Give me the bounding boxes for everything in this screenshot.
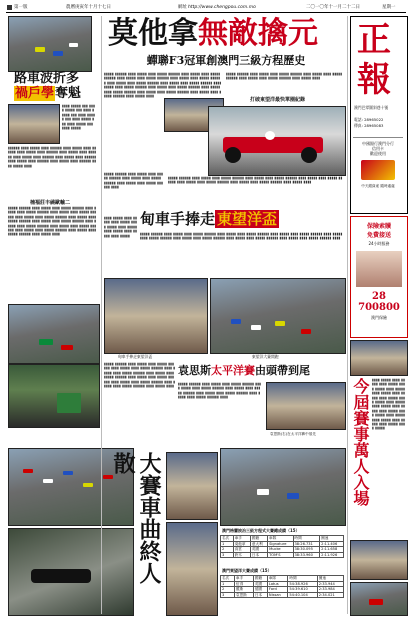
table-cell: 英國 <box>250 547 267 553</box>
table-cell: 38:30.095 <box>293 547 320 553</box>
photo-caption-main: 打破東望洋最快單圈紀錄 <box>250 97 306 103</box>
race-car <box>287 493 299 499</box>
column-divider <box>347 16 348 614</box>
table-header-cell: 國籍 <box>250 536 267 542</box>
nameplate-phone-1: 電話: 28965022 <box>354 117 384 122</box>
left-body-text: ▮▮▮▮ ▮▮▮▮▮ ▮▮▮ ▮▮▮▮ ▮▮▮▮▮ ▮▮▮ ▮▮▮▮ ▮▮▮▮▮ ▮▮▮ ▮▮▮▮ ▮▮▮▮▮ ▮▮▮ ▮▮▮▮ ▮▮▮▮▮ ▮▮▮ ▮▮▮▮ ▮▮▮▮▮ ▮▮▮ ▮▮▮▮ ▮▮▮▮▮ <box>62 104 96 131</box>
left-subhead: 楠褔莊丰繞歐輸二 <box>30 200 71 206</box>
left-headline-emph: 禍戶學 <box>15 86 55 101</box>
insurance-ad-tagline: 澳門保險 <box>371 315 387 320</box>
bank-card-icon <box>361 160 395 180</box>
bank-ad-line-3: 歡迎使用 <box>370 151 386 156</box>
vertical-headline-text: 大賽車曲終人散 <box>110 452 162 584</box>
table-cell: 2:11.658 <box>320 547 344 553</box>
table-header-cell: 車手 <box>233 536 250 542</box>
table-cell: 1 <box>221 541 234 547</box>
table-header-cell: 車隊 <box>268 536 293 542</box>
center-body-text: ▮▮▮▮▮ ▮▮▮▮▮▮ ▮▮▮▮ ▮▮▮▮▮ ▮▮▮▮ ▮▮▮▮▮ ▮▮▮▮▮▮ ▮▮▮▮ ▮▮▮▮▮ ▮▮▮▮ ▮▮▮▮▮ ▮▮▮▮▮▮ ▮▮▮▮ ▮▮▮▮▮ ▮▮▮▮ ▮▮▮▮▮ ▮▮▮▮▮▮ ▮▮▮▮ <box>104 172 164 190</box>
center-body-text-2: ▮▮▮▮▮ ▮▮▮▮▮▮ ▮▮▮▮ ▮▮▮▮▮ ▮▮▮▮ ▮▮▮▮▮ ▮▮▮▮▮▮ ▮▮▮▮ ▮▮▮▮▮ ▮▮▮▮ ▮▮▮▮▮ ▮▮▮▮▮▮ ▮▮▮▮ ▮▮▮▮▮ ▮▮▮▮ ▮▮▮▮▮ ▮▮▮▮▮▮ ▮▮▮▮ ▮▮▮▮▮ ▮▮▮▮ ▮▮▮▮▮ ▮▮▮▮▮▮ ▮▮▮▮ ▮▮▮▮▮ ▮▮▮▮ ▮▮▮▮▮ ▮▮▮▮▮▮ ▮▮▮▮ ▮▮▮▮▮ ▮▮▮▮ <box>168 176 343 185</box>
right-body-text: ▮▮▮▮ ▮▮▮▮▮ ▮▮▮▮ ▮▮▮▮▮ ▮▮▮▮ ▮▮▮▮▮ ▮▮▮▮ ▮▮▮▮▮ ▮▮▮▮ ▮▮▮▮▮ ▮▮▮▮ ▮▮▮▮▮ ▮▮▮▮ ▮▮▮▮▮ ▮▮▮▮ ▮▮▮▮▮ ▮▮▮▮ ▮▮▮▮▮ ▮▮▮▮ ▮▮▮▮▮ ▮▮▮▮ ▮▮▮▮▮ ▮▮▮▮ ▮▮▮▮▮ ▮▮▮▮ ▮▮▮▮▮ ▮▮▮▮ ▮▮▮▮▮ ▮▮▮▮ ▮▮▮▮▮ ▮▮▮▮ ▮▮▮▮▮ ▮▮▮▮ ▮▮▮▮▮ ▮▮▮▮ ▮▮▮▮▮ ▮▮▮▮ ▮▮▮▮▮ <box>372 378 406 431</box>
caption-race-start: 東望洋大賽開跑 <box>252 354 279 359</box>
table-header-cell: 國籍 <box>253 576 267 582</box>
race-car <box>53 51 63 56</box>
photo-wtcc-race <box>220 448 346 526</box>
photo-trophy-celebration <box>104 278 208 354</box>
masthead-bar <box>6 4 406 13</box>
table-cell: Mucke <box>268 547 293 553</box>
photo-gt-car <box>8 528 134 616</box>
table-cell: 日本 <box>253 592 267 598</box>
table-header-cell: 名次 <box>221 576 235 582</box>
table-cell: 54:40.104 <box>288 592 317 598</box>
race-car <box>63 471 73 475</box>
center-headline <box>140 210 344 228</box>
site-url[interactable]: http://www.chengpou.com.mo <box>188 5 256 10</box>
race-car <box>301 329 311 334</box>
table-cell: 2:11.926 <box>320 552 344 558</box>
vertical-headline-grand-prix <box>110 452 162 602</box>
table-row <box>221 541 344 547</box>
race-car <box>369 599 383 605</box>
insurance-ad-phone[interactable]: 28 700800 <box>358 291 400 313</box>
table-cell: 38:26.731 <box>293 541 320 547</box>
photo-road-race <box>8 16 92 72</box>
wtcc-body-text-2: ▮▮▮▮▮ ▮▮▮▮▮▮ ▮▮▮▮ ▮▮▮▮▮ ▮▮▮▮ ▮▮▮▮▮ ▮▮▮▮▮▮ ▮▮▮▮ ▮▮▮▮▮ ▮▮▮▮ ▮▮▮▮▮ ▮▮▮▮▮▮ ▮▮▮▮ ▮▮▮▮▮ ▮▮▮▮ ▮▮▮▮▮ ▮▮▮▮▮▮ ▮▮▮▮ ▮▮▮▮▮ ▮▮▮▮ ▮▮▮▮▮ ▮▮▮▮▮▮ ▮▮▮▮ ▮▮▮▮▮ ▮▮▮▮ ▮▮▮▮▮ ▮▮▮▮▮▮ ▮▮▮▮ <box>178 382 262 400</box>
table-cell: 2:33.984 <box>317 587 343 593</box>
table-cell: Nissan <box>267 592 288 598</box>
table-header-cell: 圈速 <box>317 576 343 582</box>
table-header-cell: 時間 <box>293 536 320 542</box>
main-body-text-2: ▮▮▮▮▮ ▮▮▮▮▮▮ ▮▮▮▮ ▮▮▮▮▮ ▮▮▮▮ ▮▮▮▮▮ ▮▮▮▮▮▮ ▮▮▮▮ ▮▮▮▮▮ ▮▮▮▮ ▮▮▮▮▮ ▮▮▮▮▮▮ ▮▮▮▮ ▮▮▮▮▮ ▮▮▮▮ ▮▮▮▮▮ ▮▮▮▮▮▮ ▮▮▮▮ ▮▮▮▮▮ ▮▮▮▮ <box>226 72 343 81</box>
results-table-1-title: 澳門格蘭披治三級方程式大賽總成績（15） <box>222 528 300 533</box>
main-headline <box>108 16 344 52</box>
bank-ad <box>353 137 403 208</box>
vertical-headline-side <box>350 378 370 538</box>
left-headline-rest: 奪魁 <box>55 86 82 101</box>
wtcc-headline <box>178 364 344 378</box>
photo-champagne <box>166 452 218 520</box>
insurance-ad-title-2: 免費接送 <box>366 232 391 239</box>
bank-ad-line-2: 信用卡 <box>372 146 384 151</box>
photo-race-start <box>210 278 346 354</box>
site-label: 網址 <box>178 5 187 10</box>
bank-ad-line-1: 中國銀行澳門分行 <box>362 141 394 146</box>
main-headline-emph: 無敵擒元 <box>198 16 318 51</box>
table-cell: 意大利 <box>250 541 267 547</box>
table-cell: 2:34.021 <box>317 592 343 598</box>
race-car <box>61 345 73 350</box>
table-cell: Ford <box>267 587 288 593</box>
f3-wheel <box>225 147 241 163</box>
table-cell: 鈴木 <box>233 552 250 558</box>
race-car <box>103 475 113 479</box>
table-cell: 英國 <box>253 581 267 587</box>
table-cell: 袁思斯 <box>234 592 253 598</box>
table-header-cell: 名次 <box>221 536 234 542</box>
caption-trophy: 甸車手捧走東望洋盃 <box>118 354 153 359</box>
table-cell: 3 <box>221 552 234 558</box>
table-cell: 38:33.960 <box>293 552 320 558</box>
left-body-text-3: ▮▮▮▮▮ ▮▮▮▮▮▮ ▮▮▮▮ ▮▮▮▮▮ ▮▮▮▮ ▮▮▮▮▮ ▮▮▮▮▮▮ ▮▮▮▮ ▮▮▮▮▮ ▮▮▮▮ ▮▮▮▮▮ ▮▮▮▮▮▮ ▮▮▮▮ ▮▮▮▮▮ ▮▮▮▮ ▮▮▮▮▮ ▮▮▮▮▮▮ ▮▮▮▮ ▮▮▮▮▮ ▮▮▮▮ ▮▮▮▮▮ ▮▮▮▮▮▮ ▮▮▮▮ ▮▮▮▮▮ ▮▮▮▮ ▮▮▮▮▮ ▮▮▮▮▮▮ ▮▮▮▮ ▮▮▮▮▮ ▮▮▮▮ ▮▮▮▮▮ ▮▮▮▮▮▮ ▮▮▮▮ ▮▮▮▮▮ ▮▮▮▮ ▮▮▮▮▮ ▮▮▮▮▮▮ ▮▮▮▮ ▮▮▮▮▮ ▮▮▮▮ ▮▮▮▮▮ ▮▮▮▮▮▮ ▮▮▮▮ ▮▮▮▮▮ ▮▮▮▮ ▮▮▮▮▮ ▮▮▮▮▮▮ ▮▮▮▮ ▮▮▮▮▮ ▮▮▮▮ ▮▮▮▮▮ ▮▮▮▮▮▮ ▮▮▮▮ ▮▮▮▮▮ ▮▮▮▮ <box>8 206 97 237</box>
table-cell: 羅斯 <box>234 587 253 593</box>
lunar-date: 農曆庚寅年十月十七日 <box>66 5 111 10</box>
left-body-text-2: ▮▮▮▮▮▮ ▮▮▮▮ ▮▮▮▮▮ ▮▮▮▮ ▮▮▮▮▮▮ ▮▮▮▮ ▮▮▮▮▮ ▮▮▮▮ ▮▮▮▮▮▮ ▮▮▮▮ ▮▮▮▮▮ ▮▮▮▮ ▮▮▮▮▮▮ ▮▮▮▮ ▮▮▮▮▮ ▮▮▮▮ ▮▮▮▮▮▮ ▮▮▮▮ ▮▮▮▮▮ ▮▮▮▮ ▮▮▮▮▮▮ ▮▮▮▮ ▮▮▮▮▮ ▮▮▮▮ ▮▮▮▮▮▮ ▮▮▮▮ ▮▮▮▮▮ ▮▮▮▮ ▮▮▮▮▮▮ ▮▮▮▮ ▮▮▮▮▮ ▮▮▮▮ ▮▮▮▮▮▮ ▮▮▮▮ ▮▮▮▮▮ ▮▮▮▮ <box>8 146 97 168</box>
table-header-cell: 時間 <box>288 576 317 582</box>
nameplate-char-1: 正 <box>357 20 391 60</box>
insurance-ad-title-1: 保險索贖 <box>366 223 391 230</box>
table-header-cell: 圈速 <box>320 536 344 542</box>
photo-right-event <box>350 340 408 376</box>
subheadline: 蟬聯F3冠軍創澳門三級方程歷史 <box>146 54 306 67</box>
results-table-2 <box>220 575 344 598</box>
nameplate-box <box>350 16 408 214</box>
table-cell: 伍得 <box>234 581 253 587</box>
photo-right-car <box>350 582 408 616</box>
photo-driver-celebration <box>166 522 218 616</box>
race-car <box>35 47 45 52</box>
table-row <box>221 592 344 598</box>
race-car <box>251 325 261 330</box>
table-cell: 2 <box>221 587 235 593</box>
truck <box>57 393 81 413</box>
left-headline-line1: 路車波折多 <box>14 71 80 86</box>
photo-track-left <box>8 304 100 364</box>
wtcc-headline-pre: 袁思斯 <box>178 364 211 377</box>
race-car <box>275 321 285 326</box>
table-header-cell: 車隊 <box>267 576 288 582</box>
table-cell: Signature <box>268 541 293 547</box>
nameplate-char-2: 報 <box>357 60 391 100</box>
caption-wtcc: 袁思斯(右)在太平洋賽中領先 <box>270 432 316 436</box>
table-cell: 日本 <box>250 552 267 558</box>
center-headline-pre: 甸車手捧走 <box>140 210 216 228</box>
photo-podium <box>8 104 60 144</box>
race-car <box>257 489 269 495</box>
page-icon <box>7 5 12 10</box>
nameplate-address: 澳門巴掌圍斜巷十號 <box>354 105 389 110</box>
table-cell: 高雲 <box>233 547 250 553</box>
table-header-cell: 車手 <box>234 576 253 582</box>
subheadline-banner <box>108 54 344 68</box>
table-cell: 2:11.406 <box>320 541 344 547</box>
table-cell: 2:33.944 <box>317 581 343 587</box>
insurance-ad-subtitle: 24小時服務 <box>368 241 390 246</box>
photo-wreck <box>8 364 100 428</box>
table-cell: 莫他拿 <box>233 541 250 547</box>
side-vertical-text: 今屆賽事萬人入場 <box>351 378 370 506</box>
left-headline-line2 <box>14 87 81 101</box>
race-car <box>23 469 33 473</box>
f3-wheel <box>301 147 317 163</box>
table-cell: 3 <box>221 592 235 598</box>
table-cell: Lotus <box>267 581 288 587</box>
page-number: 第一版 <box>14 5 28 10</box>
nameplate-phone-2: 傳真: 28965083 <box>354 123 384 128</box>
results-table-1 <box>220 535 344 558</box>
insurance-ad-people <box>356 251 402 287</box>
table-row <box>221 552 344 558</box>
wtcc-headline-emph: 太平洋賽 <box>211 364 255 377</box>
photo-wtcc-podium <box>266 382 346 430</box>
main-headline-pre: 莫他拿 <box>108 16 198 51</box>
table-cell: 1 <box>221 581 235 587</box>
f3-helmet <box>265 131 275 140</box>
insurance-ad[interactable] <box>350 216 408 338</box>
center-body-text-3: ▮▮▮▮ ▮▮▮▮▮ ▮▮▮▮ ▮▮▮▮▮ ▮▮▮▮ ▮▮▮▮▮ ▮▮▮▮ ▮▮▮▮▮ ▮▮▮▮ ▮▮▮▮▮ ▮▮▮▮ ▮▮▮▮▮ ▮▮▮▮ ▮▮▮▮▮ ▮▮▮▮ ▮▮▮▮▮ <box>104 216 138 238</box>
center-body-text-4: ▮▮▮▮▮ ▮▮▮▮▮▮ ▮▮▮▮ ▮▮▮▮▮ ▮▮▮▮ ▮▮▮▮▮ ▮▮▮▮▮▮ ▮▮▮▮ ▮▮▮▮▮ ▮▮▮▮ ▮▮▮▮▮ ▮▮▮▮▮▮ ▮▮▮▮ ▮▮▮▮▮ ▮▮▮▮ ▮▮▮▮▮ ▮▮▮▮▮▮ ▮▮▮▮ ▮▮▮▮▮ ▮▮▮▮ ▮▮▮▮▮ ▮▮▮▮▮▮ ▮▮▮▮ ▮▮▮▮▮ ▮▮▮▮ ▮▮▮▮▮ ▮▮▮▮▮▮ ▮▮▮▮ ▮▮▮▮▮ ▮▮▮▮ ▮▮▮▮▮ ▮▮▮▮▮▮ ▮▮▮▮ ▮▮▮▮▮ ▮▮▮▮ ▮▮▮▮▮ ▮▮▮▮▮▮ ▮▮▮▮ <box>140 232 343 241</box>
center-headline-emph: 東望洋盃 <box>217 210 278 228</box>
race-car <box>231 319 241 324</box>
race-car <box>83 483 93 487</box>
table-cell: TOM'S <box>268 552 293 558</box>
gt-car <box>31 569 91 583</box>
photo-right-crowd <box>350 540 408 580</box>
table-cell: 德國 <box>253 587 267 593</box>
results-table-2-title: 澳門東望洋大賽成績（15） <box>222 568 272 573</box>
wtcc-headline-post: 由頭帶到尾 <box>255 364 310 377</box>
gregorian-date: 二〇一〇年十一月二十二日 <box>306 5 360 10</box>
weekday: 星期一 <box>382 5 396 10</box>
race-car <box>43 479 53 483</box>
wtcc-body-text: ▮▮▮▮▮ ▮▮▮▮▮▮ ▮▮▮▮ ▮▮▮▮▮ ▮▮▮▮ ▮▮▮▮▮ ▮▮▮▮▮▮ ▮▮▮▮ ▮▮▮▮▮ ▮▮▮▮ ▮▮▮▮▮ ▮▮▮▮▮▮ ▮▮▮▮ ▮▮▮▮▮ ▮▮▮▮ ▮▮▮▮▮ ▮▮▮▮▮▮ ▮▮▮▮ ▮▮▮▮▮ ▮▮▮▮ ▮▮▮▮▮ ▮▮▮▮▮▮ ▮▮▮▮ ▮▮▮▮▮ ▮▮▮▮ ▮▮▮▮▮ ▮▮▮▮▮▮ ▮▮▮▮ ▮▮▮▮▮ ▮▮▮▮ ▮▮▮▮▮ ▮▮▮▮▮▮ ▮▮▮▮ ▮▮▮▮▮ ▮▮▮▮ ▮▮▮▮▮ ▮▮▮▮▮▮ ▮▮▮▮ ▮▮▮▮▮ ▮▮▮▮ <box>104 362 176 389</box>
race-car <box>39 339 53 345</box>
photo-f3-car <box>208 106 346 176</box>
table-cell: 54:38.926 <box>288 581 317 587</box>
column-divider <box>101 16 102 614</box>
bank-ad-bottom: 中天銀資產 隨時處處 <box>361 184 395 188</box>
race-car <box>69 43 78 47</box>
table-cell: 54:39.610 <box>288 587 317 593</box>
table-cell: 2 <box>221 547 234 553</box>
main-body-text: ▮▮▮▮▮ ▮▮▮▮▮▮ ▮▮▮▮ ▮▮▮▮▮ ▮▮▮▮ ▮▮▮▮▮ ▮▮▮▮▮▮ ▮▮▮▮ ▮▮▮▮▮ ▮▮▮▮ ▮▮▮▮▮ ▮▮▮▮▮▮ ▮▮▮▮ ▮▮▮▮▮ ▮▮▮▮ ▮▮▮▮▮ ▮▮▮▮▮▮ ▮▮▮▮ ▮▮▮▮▮ ▮▮▮▮ ▮▮▮▮▮ ▮▮▮▮▮▮ ▮▮▮▮ ▮▮▮▮▮ ▮▮▮▮ ▮▮▮▮▮ ▮▮▮▮▮▮ ▮▮▮▮ ▮▮▮▮▮ ▮▮▮▮ ▮▮▮▮▮ ▮▮▮▮▮▮ ▮▮▮▮ ▮▮▮▮▮ ▮▮▮▮ ▮▮▮▮▮ ▮▮▮▮▮▮ ▮▮▮▮ ▮▮▮▮▮ ▮▮▮▮ ▮▮▮▮▮ ▮▮▮▮▮▮ ▮▮▮▮ ▮▮▮▮▮ ▮▮▮▮ ▮▮▮▮▮ ▮▮▮▮▮▮ ▮▮▮▮ ▮▮▮▮▮ ▮▮▮▮ ▮▮▮▮▮ ▮▮▮▮▮▮ ▮▮▮▮ ▮▮▮▮▮ ▮▮▮▮ ▮▮▮▮▮ ▮▮▮▮▮▮ ▮▮▮▮ ▮▮▮▮▮ ▮▮▮▮ <box>104 72 222 99</box>
